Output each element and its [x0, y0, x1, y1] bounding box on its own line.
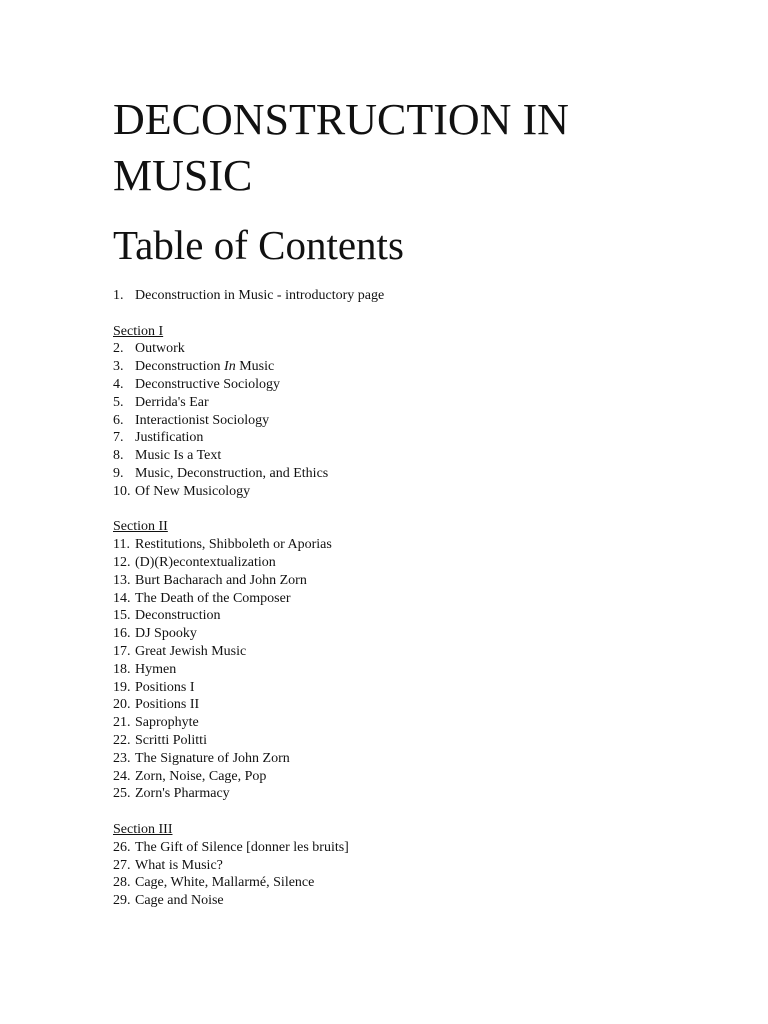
- toc-item-title: Deconstructive Sociology: [135, 376, 281, 392]
- toc-item-number: 17.: [113, 643, 131, 659]
- document-page: [113, 92, 733, 910]
- toc-item-title: Burt Bacharach and John Zorn: [135, 572, 307, 588]
- toc-item-title: Positions I: [135, 679, 195, 695]
- toc-item-number: 9.: [113, 465, 124, 481]
- toc-item-number: 29.: [113, 893, 131, 909]
- toc-item[interactable]: [113, 447, 733, 465]
- toc-item[interactable]: [113, 429, 733, 447]
- toc-item[interactable]: [113, 768, 733, 786]
- toc-item[interactable]: [113, 874, 733, 892]
- toc-item-title: Saprophyte: [135, 715, 199, 731]
- document-title-line-1: DECONSTRUCTION IN: [113, 95, 569, 144]
- toc-item-title: Music, Deconstruction, and Ethics: [135, 465, 329, 481]
- toc-item-number: 19.: [113, 679, 131, 695]
- toc-item[interactable]: [113, 750, 733, 768]
- toc-item-title-part: Music: [235, 359, 275, 375]
- toc-item-number: 1.: [113, 288, 124, 303]
- toc-item[interactable]: [113, 483, 733, 501]
- toc-item-number: 10.: [113, 483, 131, 499]
- toc-item-number: 27.: [113, 857, 131, 873]
- toc-item[interactable]: [113, 394, 733, 412]
- toc-item-number: 6.: [113, 412, 124, 428]
- toc-item-number: 16.: [113, 626, 131, 642]
- toc-item-number: 21.: [113, 715, 131, 731]
- toc-item[interactable]: [113, 785, 733, 803]
- toc-item-number: 22.: [113, 732, 131, 748]
- toc-item-title: Great Jewish Music: [135, 643, 247, 659]
- toc-item[interactable]: [113, 679, 733, 697]
- toc-item-title: Zorn, Noise, Cage, Pop: [135, 768, 267, 784]
- toc-item[interactable]: [113, 590, 733, 608]
- toc-item-title: Derrida's Ear: [135, 394, 209, 410]
- toc-item[interactable]: [113, 412, 733, 430]
- toc-item-title: [135, 358, 274, 376]
- toc-item[interactable]: [113, 732, 733, 750]
- toc-item[interactable]: [113, 661, 733, 679]
- toc-item[interactable]: [113, 643, 733, 661]
- toc-item-title: Music Is a Text: [135, 448, 222, 464]
- toc-item-number: 8.: [113, 448, 124, 464]
- toc-item[interactable]: [113, 358, 733, 376]
- toc-item[interactable]: [113, 554, 733, 572]
- toc-item-title: Outwork: [135, 341, 185, 357]
- toc-item-number: 13.: [113, 572, 131, 588]
- toc-item[interactable]: [113, 376, 733, 394]
- toc-item-number: 18.: [113, 661, 131, 677]
- toc-item[interactable]: [113, 465, 733, 483]
- toc-item-number: 5.: [113, 394, 124, 410]
- toc-item[interactable]: [113, 714, 733, 732]
- toc-item-title: DJ Spooky: [135, 626, 197, 642]
- toc-item[interactable]: [113, 839, 733, 857]
- toc-item-title: Justification: [135, 430, 204, 446]
- toc-item[interactable]: [113, 572, 733, 590]
- toc-item-title: Of New Musicology: [135, 483, 251, 499]
- toc-item-title: The Gift of Silence [donner les bruits]: [135, 839, 349, 855]
- toc-item-title: Deconstruction: [135, 608, 221, 624]
- toc-item-title: Interactionist Sociology: [135, 412, 270, 428]
- toc-item-number: 23.: [113, 750, 131, 766]
- toc-item[interactable]: [113, 607, 733, 625]
- section-heading: Section II: [113, 519, 168, 535]
- toc-item-number: 7.: [113, 430, 124, 446]
- section-heading: Section I: [113, 323, 164, 339]
- toc-item-title: (D)(R)econtextualization: [135, 554, 276, 570]
- toc-item[interactable]: [113, 536, 733, 554]
- document-title: [113, 92, 733, 204]
- toc-item-number: 12.: [113, 554, 131, 570]
- toc-item-title: Cage, White, Mallarmé, Silence: [135, 875, 315, 891]
- toc-item-number: 14.: [113, 590, 131, 606]
- toc-item-title: Scritti Politti: [135, 732, 207, 748]
- toc-item-number: 20.: [113, 697, 131, 713]
- toc-item-title: Cage and Noise: [135, 893, 224, 909]
- toc-item-title: Zorn's Pharmacy: [135, 786, 230, 802]
- toc-item-intro[interactable]: [113, 287, 733, 305]
- toc-item-title: The Death of the Composer: [135, 590, 291, 606]
- toc-item-title: Restitutions, Shibboleth or Aporias: [135, 537, 332, 553]
- toc-item-number: 26.: [113, 839, 131, 855]
- toc-sections: [113, 323, 733, 910]
- toc-item-title: Positions II: [135, 697, 200, 713]
- toc-item-number: 4.: [113, 376, 124, 392]
- toc-item-number: 15.: [113, 608, 131, 624]
- toc-item[interactable]: [113, 340, 733, 358]
- toc-item-number: 25.: [113, 786, 131, 802]
- toc-item-title: Hymen: [135, 661, 177, 677]
- toc-item-number: 2.: [113, 341, 124, 357]
- toc-item[interactable]: [113, 892, 733, 910]
- toc-item[interactable]: [113, 625, 733, 643]
- toc-item-title: The Signature of John Zorn: [135, 750, 290, 766]
- toc-item-title-part: Deconstruction: [135, 359, 225, 375]
- toc-item-title: Deconstruction in Music - introductory page: [135, 288, 385, 303]
- toc-item-number: 3.: [113, 359, 124, 375]
- toc-item-number: 24.: [113, 768, 131, 784]
- toc-item[interactable]: [113, 696, 733, 714]
- toc-item-title-emphasis: In: [224, 359, 236, 375]
- toc-item[interactable]: [113, 857, 733, 875]
- toc-heading: Table of Contents: [113, 222, 404, 268]
- section-heading: Section III: [113, 821, 173, 837]
- toc-item-title: What is Music?: [135, 857, 223, 873]
- toc-item-number: 11.: [113, 537, 130, 553]
- document-title-line-2: MUSIC: [113, 151, 253, 200]
- toc-item-number: 28.: [113, 875, 131, 891]
